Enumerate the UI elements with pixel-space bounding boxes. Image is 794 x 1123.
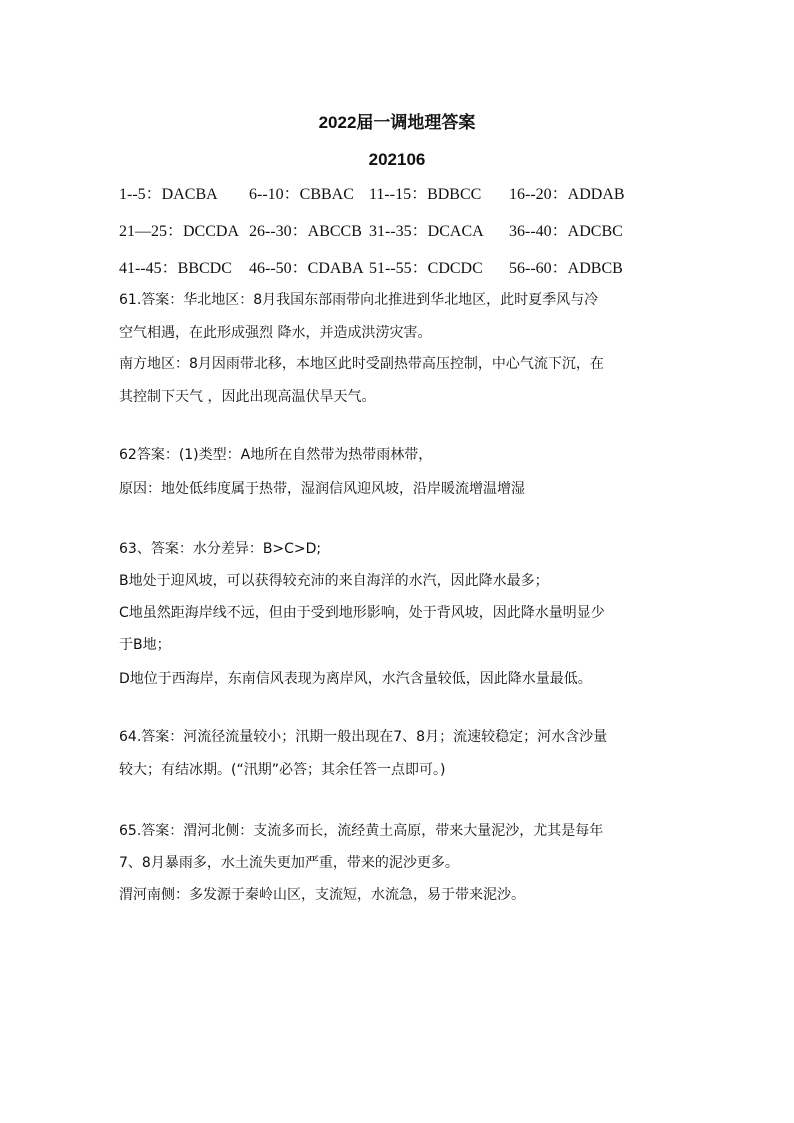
mc-answer: 26--30：ABCCB	[249, 223, 362, 240]
answer-63-line: 于B地；	[119, 637, 171, 653]
mc-answer: 41--45：BBCDC	[119, 260, 232, 277]
mc-answer: 21—25：DCCDA	[119, 223, 240, 240]
answer-62-line: 62答案：(1)类型：A地所在自然带为热带雨林带，	[119, 447, 433, 463]
mc-answer: 51--55：CDCDC	[369, 260, 483, 277]
answer-63-line: D地位于西海岸，东南信风表现为离岸风，水汽含量较低，因此降水量最低。	[119, 671, 592, 687]
answer-65-line: 65.答案：渭河北侧：支流多而长，流经黄土高原，带来大量泥沙，尤其是每年	[119, 823, 604, 839]
answer-61-line: 南方地区：8月因雨带北移，本地区此时受副热带高压控制，中心气流下沉，在	[119, 356, 604, 372]
document-date: 202106	[368, 150, 426, 169]
document-title: 2022届一调地理答案	[318, 113, 476, 132]
mc-answer: 16--20：ADDAB	[509, 186, 625, 203]
answer-61-line: 其控制下天气 ，因此出现高温伏旱天气。	[119, 389, 376, 405]
answer-64-line: 64.答案：河流径流量较小；汛期一般出现在7、8月；流速较稳定；河水含沙量	[119, 729, 608, 745]
mc-answer: 31--35：DCACA	[369, 223, 484, 240]
answer-63-line: 63、答案：水分差异：B>C>D;	[119, 541, 322, 557]
mc-answer: 6--10：CBBAC	[249, 186, 354, 203]
mc-answer: 11--15：BDBCC	[369, 186, 482, 203]
answer-62-line: 原因：地处低纬度属于热带，湿润信风迎风坡，沿岸暖流增温增湿	[119, 481, 525, 497]
mc-answer-row-2	[119, 218, 679, 241]
mc-answer: 46--50：CDABA	[249, 260, 364, 277]
answer-63-line: B地处于迎风坡，可以获得较充沛的来自海洋的水汽，因此降水最多；	[119, 573, 549, 589]
answer-65-line: 渭河南侧：多发源于秦岭山区，支流短，水流急，易于带来泥沙。	[119, 887, 525, 903]
answer-61-line: 61.答案：华北地区：8月我国东部雨带向北推进到华北地区，此时夏季风与冷	[119, 292, 599, 308]
answer-61-line: 空气相遇，在此形成强烈 降水，并造成洪涝灾害。	[119, 325, 432, 341]
answer-64-line: 较大；有结冰期。(“汛期”必答；其余任答一点即可。)	[119, 762, 446, 778]
mc-answer-row-1	[119, 181, 679, 204]
mc-answer: 1--5：DACBA	[119, 186, 218, 203]
mc-answer: 36--40：ADCBC	[509, 223, 623, 240]
answer-65-line: 7、8月暴雨多，水土流失更加严重，带来的泥沙更多。	[119, 855, 459, 871]
answer-63-line: C地虽然距海岸线不远，但由于受到地形影响，处于背风坡，因此降水量明显少	[119, 605, 605, 621]
mc-answer: 56--60：ADBCB	[509, 260, 623, 277]
mc-answer-row-3	[119, 255, 679, 278]
